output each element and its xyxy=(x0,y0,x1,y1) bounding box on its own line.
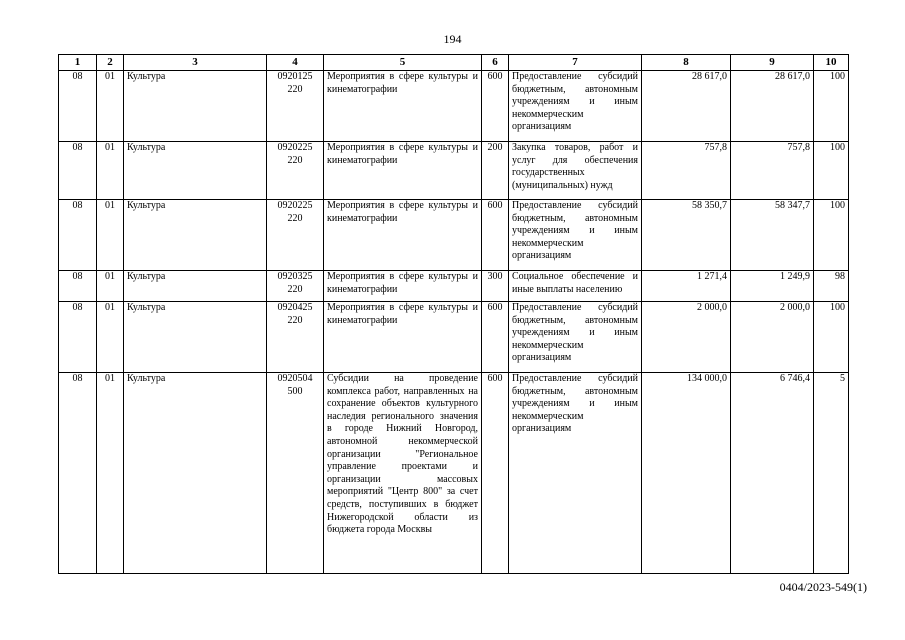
article-name: Мероприятия в сфере культуры и кинематографии xyxy=(324,271,482,302)
column-header: 10 xyxy=(814,55,849,71)
planned-amount: 28 617,0 xyxy=(642,71,731,142)
expense-type-code: 600 xyxy=(482,200,509,271)
planned-amount: 757,8 xyxy=(642,142,731,200)
executed-amount: 28 617,0 xyxy=(731,71,814,142)
page-number: 194 xyxy=(443,32,462,46)
target-article-code: 0920425 220 xyxy=(267,302,324,373)
section-code: 08 xyxy=(59,271,97,302)
execution-percent: 100 xyxy=(814,142,849,200)
budget-table xyxy=(58,54,849,574)
subsection-code: 01 xyxy=(97,302,124,373)
article-name: Мероприятия в сфере культуры и кинематографии xyxy=(324,142,482,200)
expense-type-name: Предоставление субсидий бюджетным, автономным учреждениям и иным некоммерческим организациям xyxy=(509,373,642,574)
target-article-code: 0920504 500 xyxy=(267,373,324,574)
section-name: Культура xyxy=(124,271,267,302)
document-code: 0404/2023-549(1) xyxy=(779,580,867,594)
subsection-code: 01 xyxy=(97,271,124,302)
section-name: Культура xyxy=(124,200,267,271)
expense-type-name: Социальное обеспечение и иные выплаты населению xyxy=(509,271,642,302)
column-header: 9 xyxy=(731,55,814,71)
expense-type-code: 600 xyxy=(482,302,509,373)
execution-percent: 98 xyxy=(814,271,849,302)
target-article-code: 0920325 220 xyxy=(267,271,324,302)
table-row xyxy=(59,71,849,142)
planned-amount: 1 271,4 xyxy=(642,271,731,302)
planned-amount: 2 000,0 xyxy=(642,302,731,373)
target-article-code: 0920225 220 xyxy=(267,142,324,200)
section-code: 08 xyxy=(59,142,97,200)
column-header: 4 xyxy=(267,55,324,71)
article-name: Мероприятия в сфере культуры и кинематографии xyxy=(324,302,482,373)
column-header: 3 xyxy=(124,55,267,71)
executed-amount: 2 000,0 xyxy=(731,302,814,373)
table-row xyxy=(59,302,849,373)
subsection-code: 01 xyxy=(97,142,124,200)
executed-amount: 6 746,4 xyxy=(731,373,814,574)
executed-amount: 58 347,7 xyxy=(731,200,814,271)
executed-amount: 757,8 xyxy=(731,142,814,200)
executed-amount: 1 249,9 xyxy=(731,271,814,302)
section-name: Культура xyxy=(124,373,267,574)
section-code: 08 xyxy=(59,302,97,373)
column-header: 5 xyxy=(324,55,482,71)
target-article-code: 0920225 220 xyxy=(267,200,324,271)
expense-type-name: Предоставление субсидий бюджетным, автономным учреждениям и иным некоммерческим организациям xyxy=(509,302,642,373)
article-name: Мероприятия в сфере культуры и кинематографии xyxy=(324,200,482,271)
execution-percent: 100 xyxy=(814,71,849,142)
expense-type-code: 300 xyxy=(482,271,509,302)
planned-amount: 58 350,7 xyxy=(642,200,731,271)
execution-percent: 100 xyxy=(814,200,849,271)
target-article-code: 0920125 220 xyxy=(267,71,324,142)
subsection-code: 01 xyxy=(97,373,124,574)
execution-percent: 100 xyxy=(814,302,849,373)
expense-type-name: Предоставление субсидий бюджетным, автономным учреждениям и иным некоммерческим организациям xyxy=(509,71,642,142)
table-row xyxy=(59,142,849,200)
table-row xyxy=(59,200,849,271)
subsection-code: 01 xyxy=(97,200,124,271)
section-name: Культура xyxy=(124,302,267,373)
table-row xyxy=(59,271,849,302)
table-row xyxy=(59,373,849,574)
table-body xyxy=(59,71,849,574)
expense-type-name: Закупка товаров, работ и услуг для обеспечения государственных (муниципальных) нужд xyxy=(509,142,642,200)
section-code: 08 xyxy=(59,71,97,142)
column-header: 7 xyxy=(509,55,642,71)
column-header: 8 xyxy=(642,55,731,71)
subsection-code: 01 xyxy=(97,71,124,142)
article-name: Субсидии на проведение комплекса работ, направленных на сохранение объектов культурного наследия регионального значения в городе Нижний Новгород, автономной некоммерческой организации "Региональное управление проектами и организации массовых мероприятий "Центр 800" за счет средств, поступивших в бюджет Нижегородской области из бюджета города Москвы xyxy=(324,373,482,574)
column-header: 6 xyxy=(482,55,509,71)
execution-percent: 5 xyxy=(814,373,849,574)
header-row xyxy=(59,55,849,71)
column-header: 1 xyxy=(59,55,97,71)
section-code: 08 xyxy=(59,200,97,271)
column-header: 2 xyxy=(97,55,124,71)
expense-type-name: Предоставление субсидий бюджетным, автономным учреждениям и иным некоммерческим организациям xyxy=(509,200,642,271)
expense-type-code: 200 xyxy=(482,142,509,200)
section-name: Культура xyxy=(124,71,267,142)
planned-amount: 134 000,0 xyxy=(642,373,731,574)
expense-type-code: 600 xyxy=(482,71,509,142)
section-name: Культура xyxy=(124,142,267,200)
expense-type-code: 600 xyxy=(482,373,509,574)
article-name: Мероприятия в сфере культуры и кинематографии xyxy=(324,71,482,142)
section-code: 08 xyxy=(59,373,97,574)
